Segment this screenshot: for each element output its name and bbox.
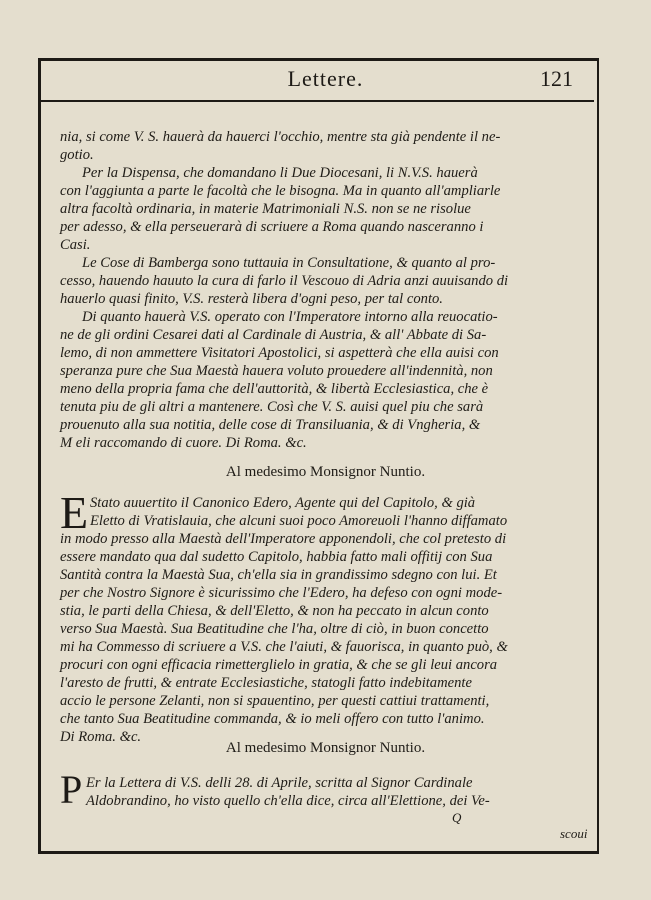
drop-cap-e: E [60, 487, 89, 538]
letter-3-body [60, 774, 580, 810]
text-line: Di Roma. &c. [60, 729, 142, 745]
text-line: Per la Dispensa, che domandano li Due Diocesani, li N.V.S. hauerà [82, 165, 478, 181]
text-line: Stato auuertito il Canonico Edero, Agente qui del Capitolo, & già [90, 495, 476, 511]
text-line: stia, le parti della Chiesa, & dell'Eletto, & non ha peccato in alcun conto [60, 603, 489, 619]
text-line: Aldobrandino, ho visto quello ch'ella dice, circa all'Elettione, dei Ve- [86, 793, 490, 809]
letter-1-body [60, 128, 580, 452]
text-line: per adesso, & ella perseuerarà di scriuere a Roma quando nasceranno i [60, 219, 484, 235]
text-line: con l'aggiunta a parte le facoltà che le bisogna. Ma in quanto all'ampliarle [60, 183, 501, 199]
catchword: scoui [560, 826, 588, 841]
text-line: Le Cose di Bamberga sono tuttauia in Consultatione, & quanto al pro- [82, 255, 496, 271]
text-line: per che Nostro Signore è sicurissimo che l'Edero, ha defeso con ogni mode- [60, 585, 503, 601]
text-line: nia, si come V. S. hauerà da hauerci l'occhio, mentre sta già pendente il ne- [60, 129, 501, 145]
text-line: prouenuto alla sua notitia, delle cose di Transiluania, & di Vngheria, & [60, 417, 481, 433]
text-line: procuri con ogni efficacia rimetterglielo in gratia, & che se gli leui ancora [60, 657, 498, 673]
text-line: accio le persone Zelanti, non si spauentino, per questi cattiui trattamenti, [60, 693, 490, 709]
text-line: M eli raccomando di cuore. Di Roma. &c. [60, 435, 307, 451]
text-line: in modo presso alla Maestà dell'Imperatore apponendoli, che col pretesto di [60, 531, 507, 547]
text-line: lemo, di non ammettere Visitatori Apostolici, si aspetterà che ella auisi con [60, 345, 499, 361]
text-line: essere mandato qua dal sudetto Capitolo, habbia fatto mali offitij con Sua [60, 549, 493, 565]
text-line: gotio. [60, 147, 94, 163]
text-line: Eletto di Vratislauia, che alcuni suoi poco Amoreuoli l'hanno diffamato [90, 513, 508, 529]
text-line: speranza pure che Sua Maestà hauera voluto prouedere all'indennità, non [60, 363, 493, 379]
text-line: Casi. [60, 237, 91, 253]
text-line: l'aresto de frutti, & entrate Ecclesiastiche, statogli fatto indebitamente [60, 675, 472, 691]
letter-2-body [60, 494, 580, 746]
text-line: cesso, hauendo hauuto la cura di farlo il Vescouo di Adria anzi auuisando di [60, 273, 509, 289]
text-line: Er la Lettera di V.S. delli 28. di Aprile, scritta al Signor Cardinale [86, 775, 473, 791]
header-rule [38, 100, 594, 102]
text-line: Di quanto hauerà V.S. operato con l'Imperatore intorno alla reuocatio- [82, 309, 498, 325]
running-title: Lettere. [287, 66, 364, 91]
signature-mark: Q [452, 810, 462, 825]
text-line: verso Sua Maestà. Sua Beatitudine che l'ha, oltre di ciò, in buon concetto [60, 621, 489, 637]
text-line: tenuta piu de gli altri a mantenere. Così che V. S. auisi quel piu che sarà [60, 399, 484, 415]
text-line: meno della propria fama che dell'auttorità, & libertà Ecclesiastica, che è [60, 381, 489, 397]
text-line: ne de gli ordini Cesarei dati al Cardinale di Austria, & all' Abbate di Sa- [60, 327, 487, 343]
text-line: Santità contra la Maestà Sua, ch'ella sia in grandissimo sdegno con lui. Et [60, 567, 497, 583]
drop-cap-p: P [60, 767, 83, 812]
text-line: che tanto Sua Beatitudine commanda, & io meli offero con tutto l'animo. [60, 711, 485, 727]
page-number: 121 [540, 66, 573, 91]
letter-3-heading: Al medesimo Monsignor Nuntio. [225, 740, 426, 756]
text-line: mi ha Commesso di scriuere a V.S. che l'aiuti, & fauorisca, in quanto può, & [60, 639, 508, 655]
text-line: altra facoltà ordinaria, in materie Matrimoniali N.S. non se ne risolue [60, 201, 471, 217]
letter-2-heading: Al medesimo Monsignor Nuntio. [225, 464, 426, 480]
text-line: hauerlo quasi finito, V.S. resterà libera d'ogni peso, per tal conto. [60, 291, 443, 307]
